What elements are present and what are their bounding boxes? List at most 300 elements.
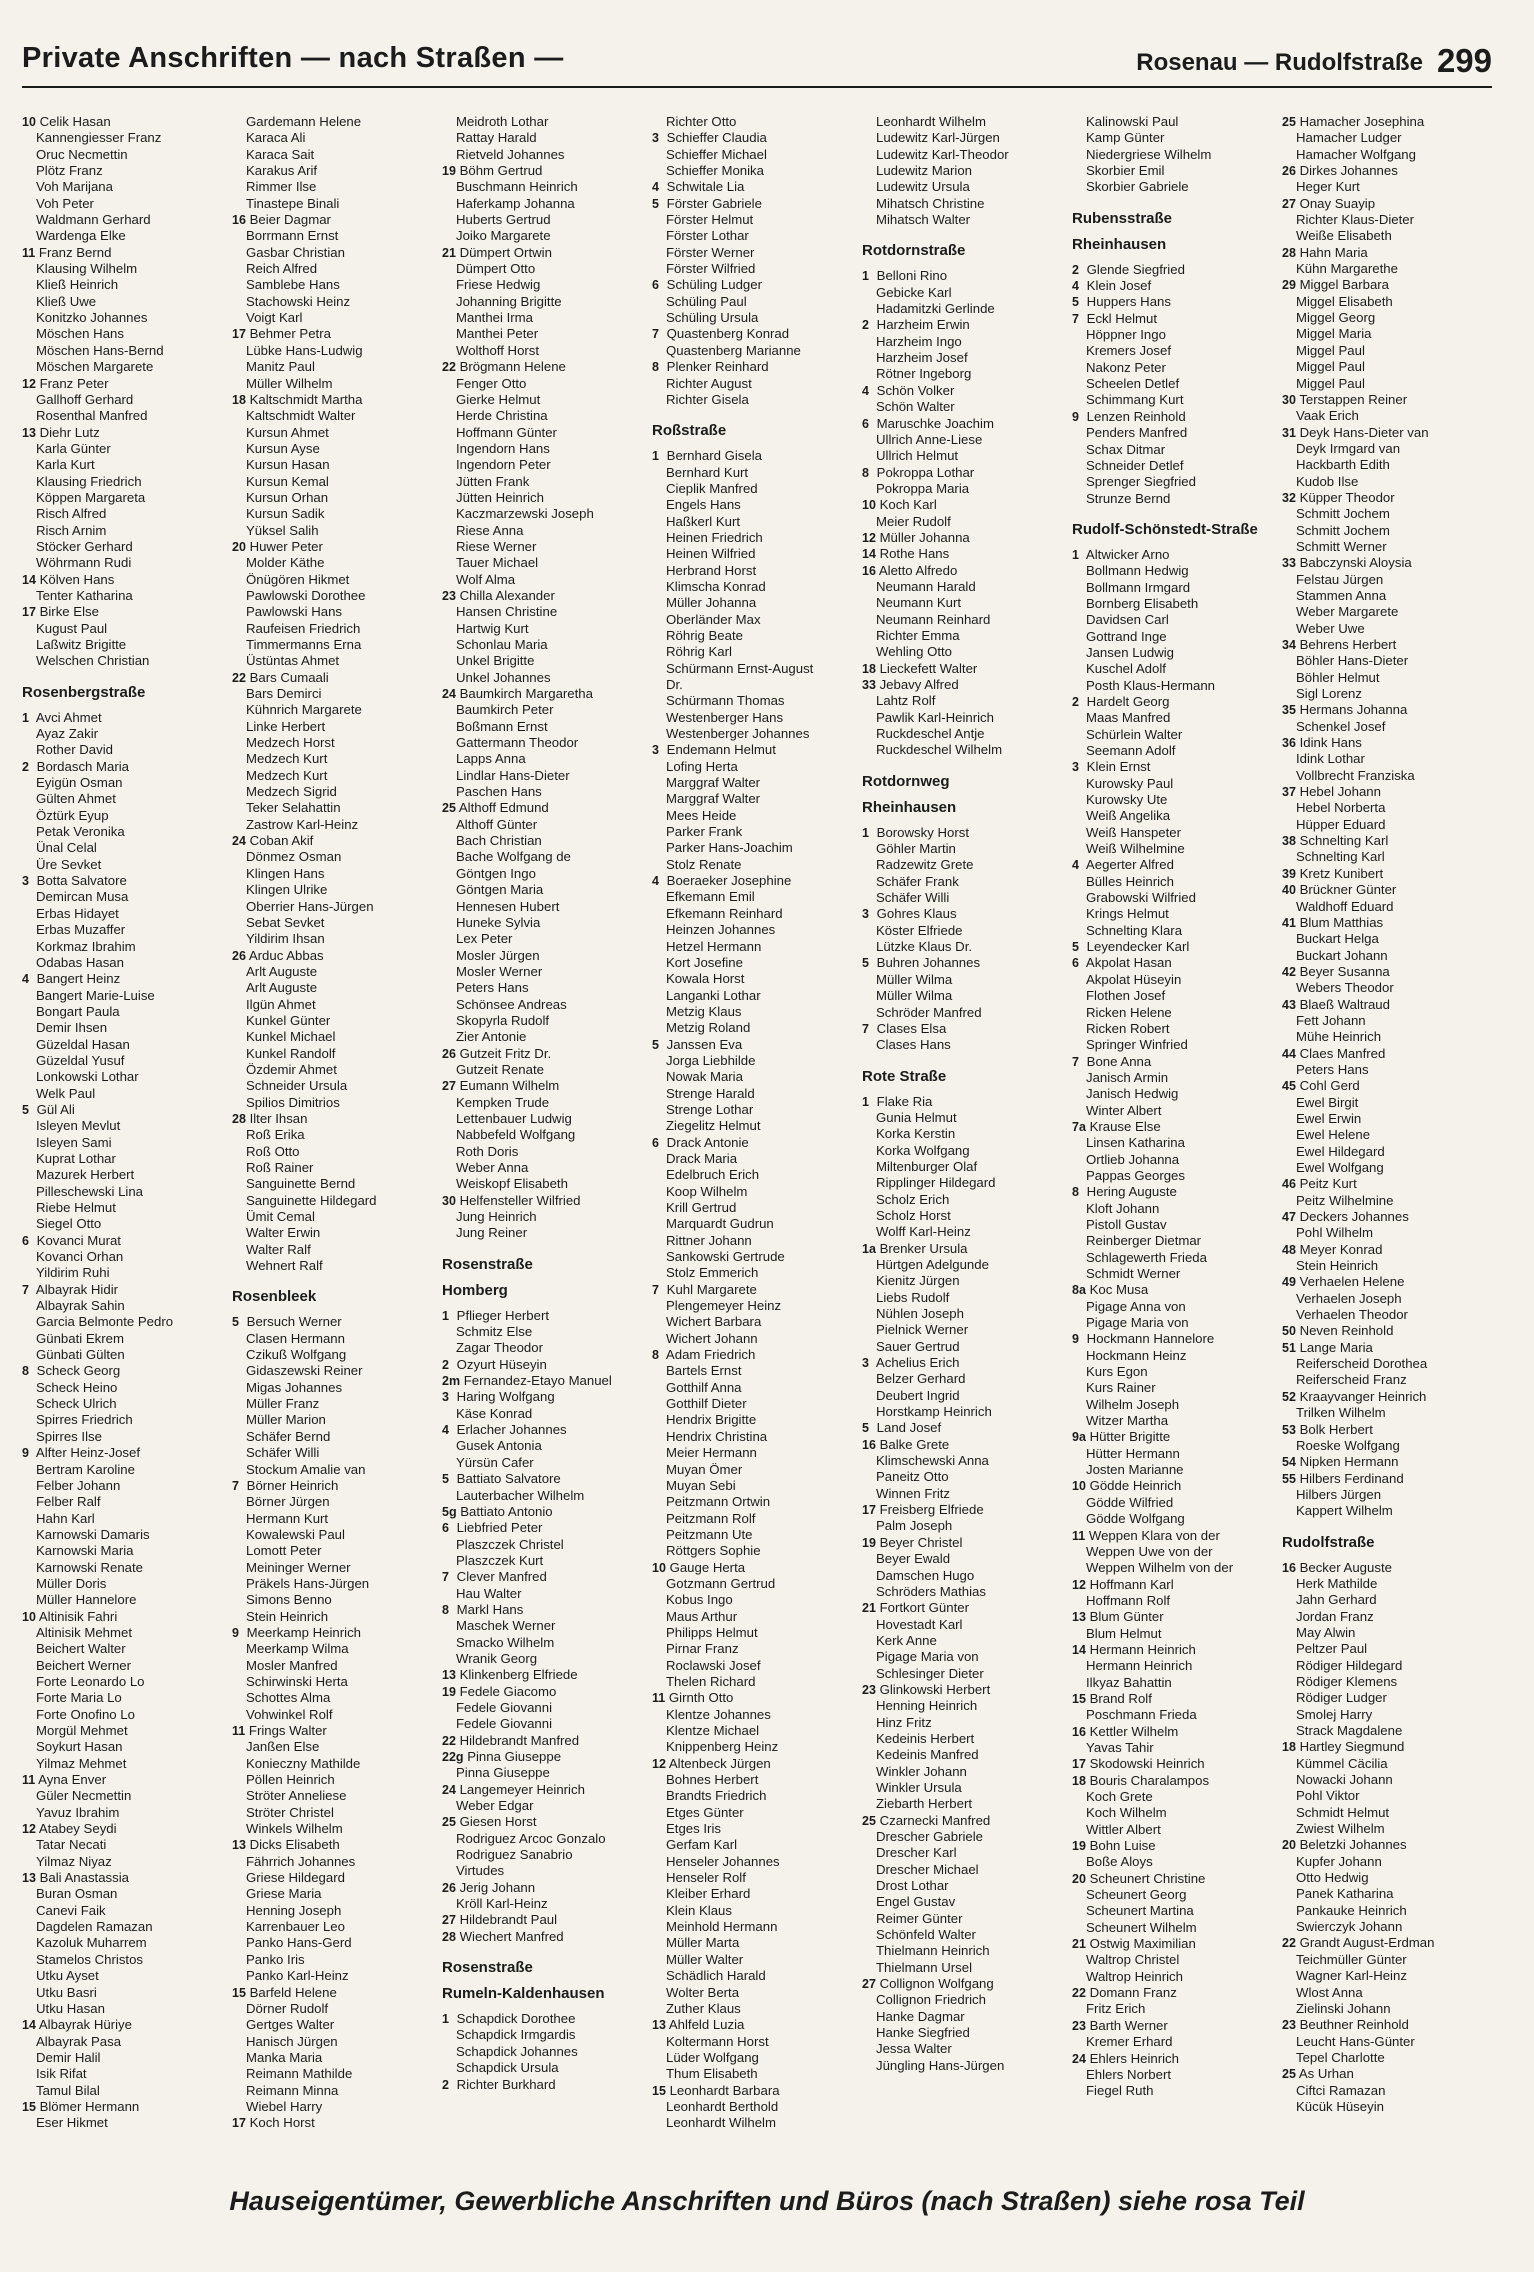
resident-name: Drescher Gabriele <box>876 1829 984 1844</box>
entry-with-house-number <box>1072 1331 1282 1347</box>
resident-name: Buran Osman <box>36 1886 118 1902</box>
house-number: 1 <box>652 449 659 464</box>
house-number: 14 <box>22 2018 36 2033</box>
resident-name: Hansen Christine <box>456 604 558 620</box>
house-number: 20 <box>1072 1871 1086 1886</box>
entry-with-house-number <box>1072 1724 1282 1740</box>
resident-name: Beyer Christel <box>875 1534 963 1550</box>
resident-name: Ripplinger Hildegard <box>876 1175 996 1191</box>
resident-name: Herbrand Horst <box>666 562 757 578</box>
resident-name: Böhm Gertrud <box>455 163 543 179</box>
resident-name: Peitzmann Ute <box>666 1526 753 1542</box>
entry-with-house-number <box>862 1600 1072 1616</box>
house-number: 5 <box>652 196 659 211</box>
house-number: 21 <box>1072 1937 1086 1952</box>
resident-name: Fährrich Johannes <box>246 1853 356 1869</box>
resident-name: Ewel Hildegard <box>1296 1143 1385 1159</box>
house-number: 8 <box>1072 1185 1079 1200</box>
resident-name: Franz Peter <box>35 375 109 391</box>
house-number: 43 <box>1282 997 1296 1012</box>
entry-with-house-number <box>1282 277 1492 293</box>
resident-name: Lüder Wolfgang <box>666 2049 759 2065</box>
resident-name: Kremer Erhard <box>1086 2034 1173 2050</box>
resident-name: Bernhard Kurt <box>666 464 749 480</box>
house-number: 25 <box>442 1815 456 1830</box>
entry-with-house-number <box>442 1373 652 1389</box>
entry-with-house-number <box>1282 997 1492 1013</box>
house-number: 19 <box>442 164 456 179</box>
resident-name: Tatar Necati <box>36 1837 107 1853</box>
entry-with-house-number <box>862 317 1072 333</box>
resident-name: Altenbeck Jürgen <box>665 1755 771 1771</box>
resident-name: Kudob Ilse <box>1296 473 1359 489</box>
resident-name: Klingen Hans <box>246 865 325 881</box>
entry-with-house-number <box>1072 1184 1282 1200</box>
resident-name: Winkels Wilhelm <box>246 1821 343 1837</box>
resident-name: Hermann Heinrich <box>1085 1641 1196 1657</box>
resident-name: Zielinski Johann <box>1296 2000 1391 2016</box>
resident-name: Kowala Horst <box>666 971 745 987</box>
resident-name: Battiato Salvatore <box>453 1471 561 1487</box>
resident-name: Beichert Werner <box>36 1657 132 1673</box>
resident-name: Migas Johannes <box>246 1379 343 1395</box>
resident-name: Eumann Wilhelm <box>455 1078 560 1094</box>
entry-with-house-number <box>442 1046 652 1062</box>
house-number: 1 <box>442 2012 449 2027</box>
resident-name: Richter Burkhard <box>453 2076 556 2092</box>
resident-name: Simons Benno <box>246 1592 332 1608</box>
resident-name: Medzech Horst <box>246 735 335 751</box>
entry-with-house-number <box>22 971 232 987</box>
house-number: 31 <box>1282 425 1296 440</box>
house-number: 11 <box>22 245 36 260</box>
resident-name: Risch Alfred <box>36 506 107 522</box>
entry-with-house-number <box>22 1363 232 1379</box>
resident-name: Karnowski Damaris <box>36 1526 150 1542</box>
resident-name: Nabbefeld Wolfgang <box>456 1127 576 1143</box>
resident-name: Virtudes <box>456 1863 505 1879</box>
resident-name: Clever Manfred <box>453 1569 547 1585</box>
entry-with-house-number <box>442 1929 652 1945</box>
resident-name: Niedergriese Wilhelm <box>1086 146 1212 162</box>
street-heading: Rosenstraße <box>442 1959 533 1977</box>
resident-name: Hardelt Georg <box>1083 693 1170 709</box>
resident-name: Roß Rainer <box>246 1160 314 1175</box>
resident-name: Hahn Maria <box>1295 244 1368 260</box>
resident-name: Janisch Armin <box>1086 1069 1169 1085</box>
resident-name: Eser Hikmet <box>36 2115 108 2131</box>
resident-name: Hinz Fritz <box>876 1714 932 1730</box>
resident-name: Reimann Mathilde <box>246 2066 353 2082</box>
resident-name: Harzheim Erwin <box>873 317 970 333</box>
resident-name: Ewel Wolfgang <box>1296 1160 1384 1175</box>
resident-name: Ludewitz Ursula <box>876 179 970 195</box>
resident-name: Helfensteller Wilfried <box>455 1192 581 1208</box>
resident-name: Achelius Erich <box>873 1355 960 1371</box>
house-number: 9a <box>1072 1430 1086 1445</box>
resident-name: Buckart Helga <box>1296 931 1379 947</box>
resident-name: Markl Hans <box>453 1601 524 1617</box>
house-number: 8 <box>862 465 869 480</box>
house-number: 13 <box>1072 1610 1086 1625</box>
resident-name: Riebe Helmut <box>36 1200 116 1215</box>
resident-name: Yürsün Cafer <box>456 1454 534 1470</box>
resident-name: Gidaszewski Reiner <box>246 1363 363 1379</box>
resident-name: Spirres Friedrich <box>36 1412 133 1428</box>
resident-name: Drost Lothar <box>876 1878 949 1894</box>
resident-name: Bouris Charalampos <box>1085 1772 1210 1788</box>
resident-name: Möschen Hans-Bernd <box>36 342 164 358</box>
house-number: 8 <box>652 1348 659 1363</box>
resident-name: Klentze Michael <box>666 1723 760 1738</box>
resident-name: Müller Marion <box>246 1412 326 1428</box>
resident-name: Maschek Werner <box>456 1618 556 1634</box>
resident-name: Heinen Wilfried <box>666 546 756 562</box>
house-number: 34 <box>1282 638 1296 652</box>
column-6 <box>1072 114 1282 2159</box>
house-number: 22g <box>442 1750 464 1764</box>
entry-with-house-number <box>442 163 652 179</box>
resident-name: Leonhardt Berthold <box>666 2098 779 2114</box>
resident-name: Westenberger Johannes <box>666 726 810 742</box>
entry-with-house-number <box>1072 1054 1282 1070</box>
resident-name: Nowacki Johann <box>1296 1772 1393 1788</box>
resident-name: Radzewitz Grete <box>876 857 974 873</box>
resident-name: Ruckdeschel Antje <box>876 726 985 742</box>
entry-with-house-number <box>652 326 862 342</box>
resident-name: Kedeinis Herbert <box>876 1730 975 1746</box>
entry-with-house-number <box>232 539 442 555</box>
resident-name: Mosler Jürgen <box>456 947 540 963</box>
resident-name: Ricken Robert <box>1086 1020 1170 1036</box>
resident-name: Bars Cumaali <box>245 669 329 685</box>
resident-name: Leucht Hans-Günter <box>1296 2033 1415 2049</box>
resident-name: Hütter Brigitte <box>1085 1429 1171 1445</box>
resident-name: Borrmann Ernst <box>246 228 339 244</box>
resident-name: Gutzeit Fritz Dr. <box>455 1045 552 1061</box>
resident-name: Webers Theodor <box>1296 980 1394 996</box>
house-number: 2m <box>442 1374 461 1389</box>
resident-name: Pöllen Heinrich <box>246 1772 335 1788</box>
entry-with-house-number <box>862 268 1072 284</box>
resident-name: Kerk Anne <box>876 1632 937 1648</box>
entry-with-house-number <box>442 1814 652 1830</box>
entry-with-house-number <box>652 1347 862 1363</box>
house-number: 18 <box>1072 1773 1086 1788</box>
resident-name: Endemann Helmut <box>663 742 776 758</box>
resident-name: Göntgen Maria <box>456 882 544 898</box>
resident-name: Reimann Minna <box>246 2082 339 2098</box>
resident-name: Winkler Ursula <box>876 1779 962 1795</box>
house-number: 6 <box>862 416 869 431</box>
house-number: 25 <box>1282 115 1296 129</box>
resident-name: Dörner Rudolf <box>246 2000 329 2016</box>
resident-name: Bangert Heinz <box>33 971 121 987</box>
resident-name: Blömer Hermann <box>35 2098 140 2114</box>
resident-name: Albayrak Pasa <box>36 2033 122 2049</box>
resident-name: Beletzki Johannes <box>1295 1837 1407 1853</box>
street-range <box>1136 42 1492 80</box>
house-number: 8a <box>1072 1283 1086 1298</box>
entry-with-house-number <box>1072 1282 1282 1298</box>
resident-name: Langemeyer Heinrich <box>455 1781 585 1797</box>
resident-name: Penders Manfred <box>1086 425 1188 441</box>
resident-name: Bollmann Irmgard <box>1086 579 1191 595</box>
entry-with-house-number <box>1072 857 1282 873</box>
house-number: 16 <box>232 213 246 228</box>
resident-name: Röhrig Karl <box>666 644 732 660</box>
resident-name: Voigt Karl <box>246 310 303 326</box>
resident-name: Gunia Helmut <box>876 1109 957 1125</box>
resident-name: Voh Peter <box>36 195 94 211</box>
house-number: 32 <box>1282 490 1296 505</box>
resident-name: Mosler Werner <box>456 963 543 979</box>
resident-name: Balke Grete <box>875 1436 950 1452</box>
resident-name: Güler Necmettin <box>36 1788 132 1804</box>
resident-name: Buschmann Heinrich <box>456 179 578 195</box>
resident-name: Reiferscheid Franz <box>1296 1372 1407 1388</box>
resident-name: Spilios Dimitrios <box>246 1094 340 1110</box>
resident-name: Wardenga Elke <box>36 228 126 244</box>
resident-name: Unkel Brigitte <box>456 653 535 669</box>
entry-with-house-number <box>22 1282 232 1298</box>
resident-name: Hilbers Ferdinand <box>1295 1470 1404 1486</box>
resident-name: Ayaz Zakir <box>36 726 99 742</box>
resident-name: Hürtgen Adelgunde <box>876 1256 989 1272</box>
house-number: 41 <box>1282 915 1296 930</box>
house-number: 33 <box>862 678 876 692</box>
resident-name: Akpolat Hüseyin <box>1086 971 1182 987</box>
resident-name: Jerig Johann <box>455 1879 536 1895</box>
resident-name: Kempken Trude <box>456 1094 550 1110</box>
resident-name: Günbati Ekrem <box>36 1330 124 1346</box>
resident-name: Adam Friedrich <box>663 1347 756 1363</box>
resident-name: Bars Demirci <box>246 686 322 702</box>
entry-with-house-number <box>442 1912 652 1928</box>
resident-name: Althoff Günter <box>456 816 538 832</box>
house-number: 14 <box>862 547 876 562</box>
resident-name: Schapdick Ursula <box>456 2060 559 2076</box>
entry-with-house-number <box>862 530 1072 546</box>
resident-name: Peitzmann Rolf <box>666 1510 756 1526</box>
resident-name: Arlt Auguste <box>246 980 318 996</box>
entry-with-house-number <box>862 546 1072 562</box>
resident-name: Heinen Friedrich <box>666 529 763 545</box>
resident-name: Pirnar Franz <box>666 1641 739 1657</box>
resident-name: Özdemir Ahmet <box>246 1061 337 1077</box>
resident-name: Metzig Klaus <box>666 1003 742 1019</box>
resident-name: Damschen Hugo <box>876 1567 975 1583</box>
resident-name: Müller Wilma <box>876 988 953 1004</box>
resident-name: Frings Walter <box>245 1723 327 1738</box>
resident-name: Weppen Klara von der <box>1085 1527 1220 1543</box>
entry-with-house-number <box>442 1749 652 1765</box>
resident-name: Ümit Cemal <box>246 1209 315 1225</box>
resident-name: Wolf Alma <box>456 571 516 587</box>
resident-name: Plenker Reinhard <box>663 359 769 375</box>
resident-name: Marggraf Walter <box>666 791 761 807</box>
resident-name: Panko Iris <box>246 1951 305 1967</box>
resident-name: Ozyurt Hüseyin <box>453 1356 547 1372</box>
resident-name: Boße Aloys <box>1086 1854 1153 1870</box>
resident-name: Bolk Herbert <box>1295 1421 1373 1437</box>
resident-name: Müller Marta <box>666 1935 740 1951</box>
house-number: 5g <box>442 1504 457 1519</box>
resident-name: Krings Helmut <box>1086 906 1169 922</box>
house-number: 28 <box>1282 245 1296 260</box>
entry-with-house-number <box>652 1037 862 1053</box>
resident-name: Dirkes Johannes <box>1295 163 1398 179</box>
street-heading: Rosenbleek <box>232 1288 317 1306</box>
resident-name: Marggraf Walter <box>666 775 761 791</box>
resident-name: Vaak Erich <box>1296 408 1359 424</box>
entry-with-house-number <box>1282 702 1492 718</box>
resident-name: Zastrow Karl-Heinz <box>246 816 359 832</box>
house-number: 4 <box>862 383 869 398</box>
house-number: 23 <box>1282 2018 1296 2033</box>
resident-name: Schäfer Frank <box>876 873 959 889</box>
resident-name: Scheck Ulrich <box>36 1396 117 1412</box>
resident-name: Plötz Franz <box>36 163 103 179</box>
resident-name: Gallhoff Gerhard <box>36 391 134 407</box>
entry-with-house-number <box>442 1193 652 1209</box>
entry-with-house-number <box>22 1233 232 1249</box>
resident-name: Haferkamp Johanna <box>456 195 575 211</box>
entry-with-house-number <box>1072 955 1282 971</box>
house-number: 3 <box>862 907 869 922</box>
entry-with-house-number <box>862 1241 1072 1257</box>
resident-name: Leonhardt Barbara <box>665 2082 780 2098</box>
resident-name: Ströter Anneliese <box>246 1788 347 1804</box>
resident-name: Meininger Werner <box>246 1559 351 1575</box>
resident-name: Kühnrich Margarete <box>246 702 362 718</box>
resident-name: Griese Hildegard <box>246 1870 345 1886</box>
resident-name: Skorbier Emil <box>1086 163 1165 179</box>
resident-name: Strenge Lothar <box>666 1101 754 1117</box>
house-number: 16 <box>862 1437 876 1452</box>
entry-with-house-number <box>1282 392 1492 408</box>
resident-name: Battiato Antonio <box>456 1503 553 1519</box>
resident-name: Bernhard Gisela <box>663 448 762 464</box>
house-number: 1 <box>862 269 869 284</box>
resident-name: Flothen Josef <box>1086 988 1166 1004</box>
house-number: 49 <box>1282 1275 1296 1290</box>
house-number: 27 <box>442 1913 456 1928</box>
resident-name: Karnowski Maria <box>36 1543 134 1559</box>
resident-name: Reich Alfred <box>246 261 318 277</box>
resident-name: Heger Kurt <box>1296 179 1360 195</box>
resident-name: Lützke Klaus Dr. <box>876 939 973 955</box>
house-number: 24 <box>232 834 246 849</box>
resident-name: Hering Auguste <box>1083 1184 1177 1200</box>
district-heading: Rheinhausen <box>1072 235 1167 253</box>
resident-name: Palm Joseph <box>876 1518 953 1534</box>
resident-name: Jansen Ludwig <box>1086 644 1174 660</box>
resident-name: Otto Hedwig <box>1296 1870 1369 1886</box>
entry-with-house-number <box>1072 1119 1282 1135</box>
house-number: 9 <box>232 1625 239 1640</box>
entry-with-house-number <box>1282 490 1492 506</box>
resident-name: Medzech Kurt <box>246 767 328 783</box>
entry-with-house-number <box>1282 1209 1492 1225</box>
entry-with-house-number <box>442 2077 652 2093</box>
resident-name: Meier Rudolf <box>876 513 951 529</box>
resident-name: Riese Anna <box>456 522 524 538</box>
resident-name: Kaltschmidt Walter <box>246 408 356 424</box>
entry-with-house-number <box>1282 555 1492 571</box>
resident-name: Garcia Belmonte Pedro <box>36 1314 174 1330</box>
resident-name: Claes Manfred <box>1295 1045 1386 1061</box>
house-number: 5 <box>232 1315 239 1330</box>
house-number: 2 <box>1072 262 1079 277</box>
resident-name: Neumann Reinhard <box>876 611 991 627</box>
resident-name: Parker Hans-Joachim <box>666 840 793 856</box>
resident-name: Richter August <box>666 375 752 391</box>
resident-name: Kalinowski Paul <box>1086 114 1179 129</box>
resident-name: Wehnert Ralf <box>246 1258 323 1274</box>
entry-with-house-number <box>1072 1528 1282 1544</box>
resident-name: Dagdelen Ramazan <box>36 1919 153 1935</box>
resident-name: Avci Ahmet <box>33 709 102 725</box>
resident-name: Lindlar Hans-Dieter <box>456 767 570 783</box>
resident-name: Karla Kurt <box>36 457 95 473</box>
resident-name: Unkel Johannes <box>456 669 551 685</box>
resident-name: Müller Wilma <box>876 971 953 987</box>
resident-name: Kazoluk Muharrem <box>36 1935 147 1951</box>
house-number: 40 <box>1282 883 1296 898</box>
house-number: 23 <box>442 588 456 603</box>
resident-name: Korka Wolfgang <box>876 1142 970 1158</box>
resident-name: Gottrand Inge <box>1086 628 1167 644</box>
resident-name: Ortlieb Johanna <box>1086 1151 1180 1167</box>
resident-name: Fedele Giovanni <box>456 1699 553 1715</box>
house-number: 10 <box>22 115 36 129</box>
resident-name: Richter Gisela <box>666 391 749 407</box>
resident-name: Raufeisen Friedrich <box>246 620 361 636</box>
resident-name: Metzig Roland <box>666 1020 751 1036</box>
resident-name: Forte Onofino Lo <box>36 1706 135 1722</box>
resident-name: Leonhardt Wilhelm <box>876 114 986 129</box>
entry-with-house-number <box>442 1667 652 1683</box>
entry-with-house-number <box>652 1690 862 1706</box>
resident-name: Krause Else <box>1085 1118 1161 1134</box>
entry-with-house-number <box>442 2011 652 2027</box>
resident-name: Miggel Paul <box>1296 359 1365 375</box>
resident-name: Kücük Hüseyin <box>1296 2098 1384 2114</box>
entry-with-house-number <box>652 448 862 464</box>
entry-with-house-number <box>1282 1078 1492 1094</box>
resident-name: Panek Katharina <box>1296 1886 1394 1902</box>
resident-name: Hüpper Eduard <box>1296 816 1386 832</box>
resident-name: Waltrop Christel <box>1086 1952 1180 1968</box>
resident-name: Kursun Hasan <box>246 457 330 473</box>
resident-name: Blum Matthias <box>1295 914 1384 930</box>
resident-name: Klimscha Konrad <box>666 578 766 594</box>
resident-name: Engels Hans <box>666 497 741 513</box>
house-number: 25 <box>1282 2067 1296 2082</box>
resident-name: Manthei Irma <box>456 310 533 326</box>
resident-name: Muyan Ömer <box>666 1461 743 1477</box>
house-number: 22 <box>442 360 456 375</box>
street-heading: Rosenbergstraße <box>22 683 146 701</box>
resident-name: Utku Ayset <box>36 1968 99 1984</box>
resident-name: Felber Johann <box>36 1477 121 1493</box>
house-number: 53 <box>1282 1422 1296 1437</box>
resident-name: Schüling Ursula <box>666 310 759 326</box>
resident-name: Rittner Johann <box>666 1232 752 1248</box>
resident-name: Röttgers Sophie <box>666 1543 761 1559</box>
resident-name: Alfter Heinz-Josef <box>33 1445 141 1461</box>
